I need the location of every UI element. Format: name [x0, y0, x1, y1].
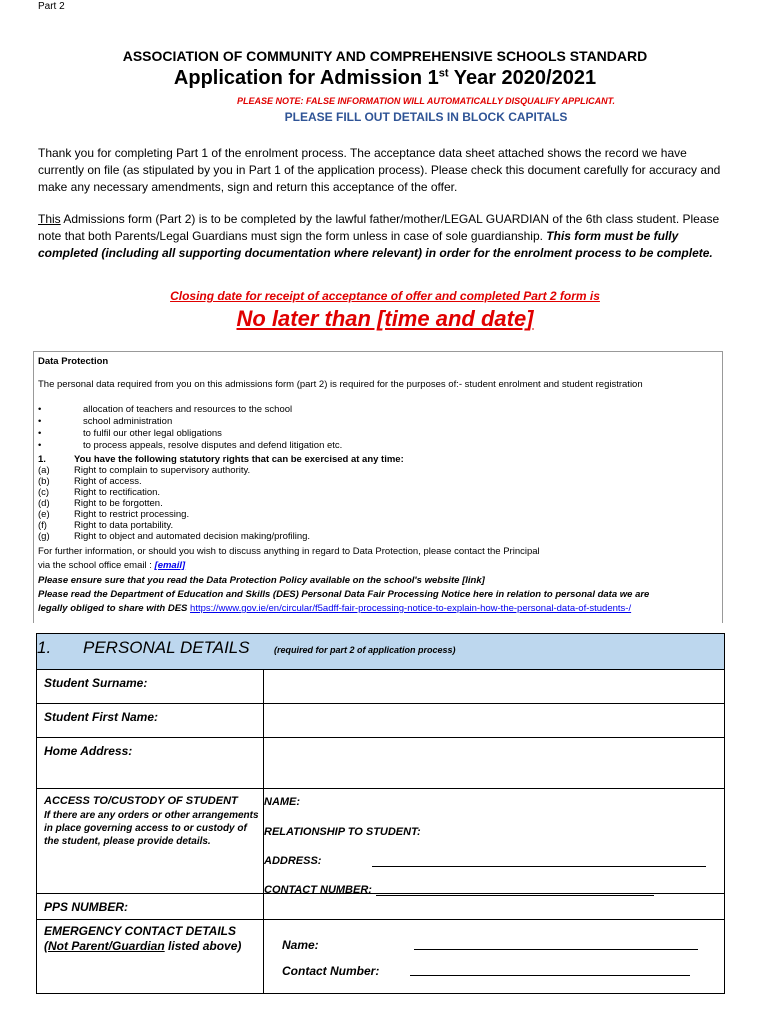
email-line: via the school office email : [email]: [38, 560, 186, 571]
custody-contact-label: CONTACT NUMBER:: [264, 884, 372, 896]
custody-name-label: NAME:: [264, 796, 301, 808]
intro-paragraph: Thank you for completing Part 1 of the enrolment process. The acceptance data sheet attached shows the record we have currently on file (as stipulated by you in Part 1 of the application process). Please check this document carefully for accuracy and make any necessary amendments, sign and return this acceptance of the offer.: [38, 146, 721, 194]
data-protection-title: Data Protection: [38, 356, 109, 367]
des-url-link[interactable]: https://www.gov.ie/en/circular/f5adff-fair-processing-notice-to-explain-how-the-personal-data-of-students-/: [190, 603, 632, 614]
pps-label: PPS NUMBER:: [44, 900, 129, 914]
surname-label-cell: [37, 670, 264, 704]
block-capitals-note: PLEASE FILL OUT DETAILS IN BLOCK CAPITALS: [284, 110, 568, 124]
emergency-name-line[interactable]: [414, 949, 698, 950]
custody-details-cell[interactable]: [264, 789, 725, 894]
association-heading: ASSOCIATION OF COMMUNITY AND COMPREHENSIVE SCHOOLS STANDARD: [122, 48, 648, 64]
custody-description: If there are any orders or other arrangements in place governing access to or custody of the student, please provide details.: [44, 810, 259, 847]
first-name-label: Student First Name:: [44, 710, 159, 724]
purpose-item: • school administration: [38, 416, 173, 427]
emergency-heading: EMERGENCY CONTACT DETAILS: [44, 924, 237, 938]
personal-details-table: [36, 633, 725, 994]
home-address-input[interactable]: [264, 738, 725, 789]
emergency-contact-label: Contact Number:: [282, 964, 380, 978]
bullet-icon: •: [38, 440, 42, 451]
section-header: [37, 634, 725, 670]
emergency-details-cell[interactable]: [264, 920, 725, 994]
deadline-text: No later than [time and date]: [236, 306, 534, 331]
custody-address-label: ADDRESS:: [264, 855, 322, 867]
surname-label: Student Surname:: [44, 676, 148, 690]
page-title: Application for Admission 1st Year 2020/2021: [173, 67, 597, 89]
custody-address-line[interactable]: [372, 866, 706, 867]
pps-label-cell: [37, 894, 264, 920]
surname-input[interactable]: [264, 670, 725, 704]
emergency-subheading: (Not Parent/Guardian listed above): [44, 939, 242, 953]
closing-date-text: Closing date for receipt of acceptance of offer and completed Part 2 form is: [170, 289, 600, 303]
emergency-contact-line[interactable]: [410, 975, 690, 976]
emergency-label-cell: [37, 920, 264, 994]
part-label: Part 2: [38, 1, 65, 12]
custody-label-cell: [37, 789, 264, 894]
section-title: PERSONAL DETAILS: [83, 638, 250, 657]
data-protection-intro: The personal data required from you on this admissions form (part 2) is required for the purposes of:- student enrolment and student registration: [38, 379, 643, 390]
address-label-cell: [37, 738, 264, 789]
first-name-input[interactable]: [264, 704, 725, 738]
des-note: Please read the Department of Education and Skills (DES) Personal Data Fair Processing Notice here in relation to personal data we are: [38, 589, 650, 600]
home-address-label: Home Address:: [44, 744, 133, 758]
admissions-paragraph: This Admissions form (Part 2) is to be completed by the lawful father/mother/LEGAL GUARDIAN of the 6th class student. Please note that both Parents/Legal Guardians must sign the form unless in case of sole guardianship. This form must be fully completed (including all supporting documentation where relevant) in order for the enrolment process to be complete.: [38, 212, 720, 260]
section-number: 1.: [37, 638, 52, 657]
email-link[interactable]: [email]: [154, 560, 186, 571]
policy-note: Please ensure sure that you read the Data Protection Policy available on the school's website [link]: [38, 575, 485, 586]
des-note-cont: legally obliged to share with DES https://www.gov.ie/en/circular/f5adff-fair-processing-notice-to-explain-how-the-personal-data-of-students-/: [38, 603, 632, 614]
custody-contact-line[interactable]: [376, 895, 654, 896]
relationship-label: RELATIONSHIP TO STUDENT:: [264, 826, 421, 838]
purpose-item: • to fulfil our other legal obligations: [38, 428, 222, 439]
first-name-label-cell: [37, 704, 264, 738]
purpose-item: • to process appeals, resolve disputes and defend litigation etc.: [38, 440, 343, 451]
false-info-note: PLEASE NOTE: FALSE INFORMATION WILL AUTOMATICALLY DISQUALIFY APPLICANT.: [237, 96, 615, 106]
emergency-name-label: Name:: [282, 938, 319, 952]
bullet-icon: •: [38, 404, 42, 415]
section-required-note: (required for part 2 of application process): [274, 645, 456, 655]
further-info-text: For further information, or should you wish to discuss anything in regard to Data Protection, please contact the Principal: [38, 546, 540, 557]
custody-heading: ACCESS TO/CUSTODY OF STUDENT: [44, 795, 238, 807]
bullet-icon: •: [38, 428, 42, 439]
pps-input[interactable]: [264, 894, 725, 920]
purpose-item: • allocation of teachers and resources to the school: [38, 404, 293, 415]
bullet-icon: •: [38, 416, 42, 427]
